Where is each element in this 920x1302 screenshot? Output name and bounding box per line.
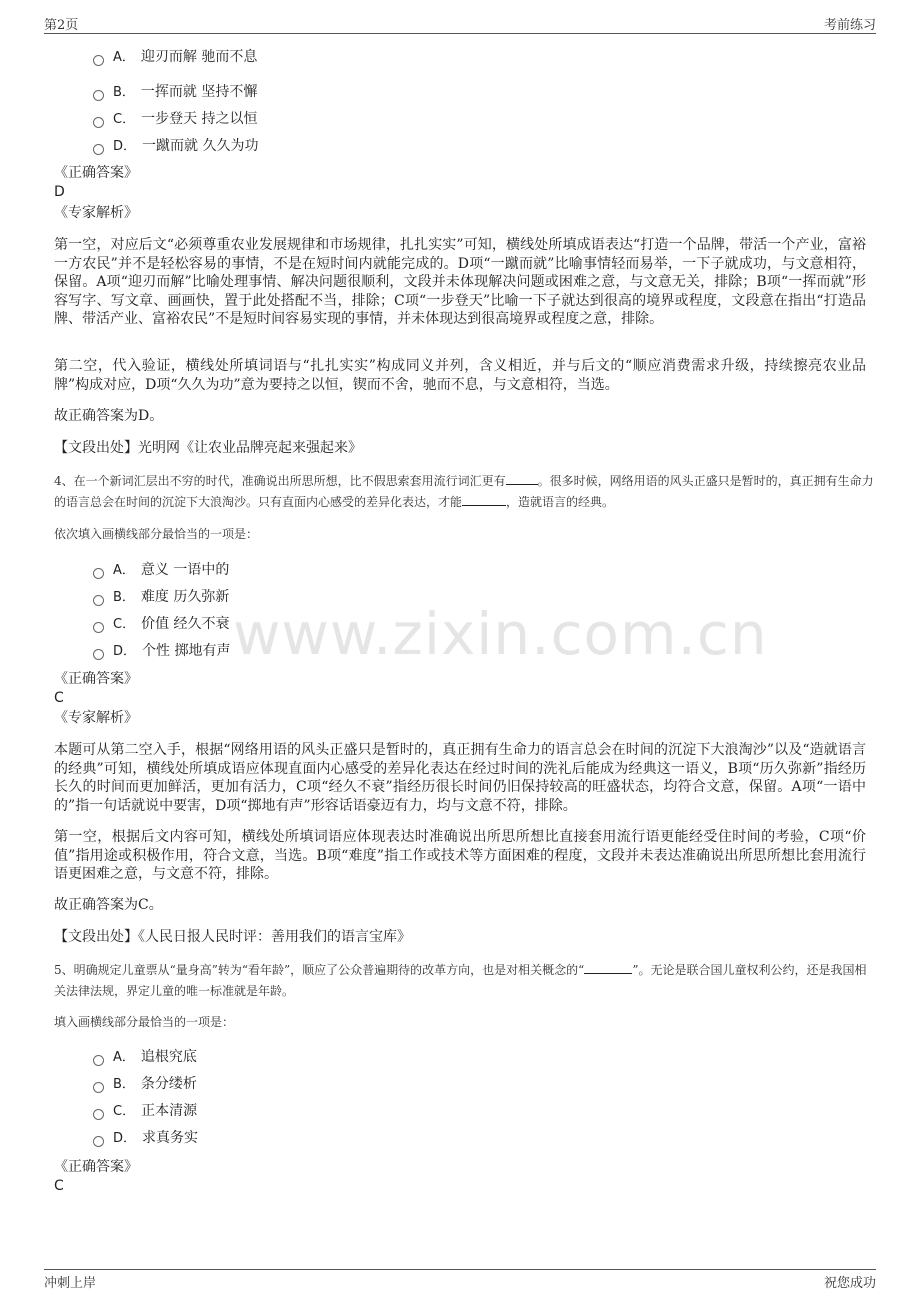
radio-icon[interactable] [93, 144, 104, 155]
q5-option-b[interactable]: B． 条分缕析 [93, 1074, 197, 1094]
radio-icon[interactable] [93, 117, 104, 128]
q4-analysis-conclusion: 故正确答案为C。 [54, 897, 163, 913]
q4-blank-2 [462, 493, 506, 506]
q3-analysis-paragraph-2: 第二空，代入验证，横线处所填词语与“扎扎实实”构成同义并列，含义相近，并与后文的“顺应消费需求升级，持续擦亮农业品牌”构成对应，D项“久久为功”意为要持之以恒，锲而不舍，驰而不息，与文意相符，当选。 [54, 358, 866, 393]
radio-icon[interactable] [93, 595, 104, 606]
radio-icon[interactable] [93, 568, 104, 579]
q3-analysis-conclusion: 故正确答案为D。 [54, 408, 164, 424]
q5-option-c[interactable]: C． 正本清源 [93, 1101, 197, 1121]
q4-stem: 4、在一个新词汇层出不穷的时代，准确说出所思所想，比不假思索套用流行词汇更有 。很多时候，网络用语的风头正盛只是暂时的，真正拥有生命力的语言总会在时间的沉淀下大浪淘沙。只有直面内心感受的差异化表达，才能 ，造就语言的经典。 [54, 474, 874, 509]
q3-option-d[interactable]: D． 一蹴而就 久久为功 [93, 136, 258, 156]
q4-analysis-label: 《专家解析》 [54, 710, 138, 726]
header-rule [44, 33, 876, 34]
page-header [44, 14, 876, 32]
radio-icon[interactable] [93, 649, 104, 660]
q4-answer-label: 《正确答案》 [54, 671, 138, 687]
q5-stem: 5、明确规定儿童票从“量身高”转为“看年龄”，顺应了公众普遍期待的改革方向，也是对相关概念的“ ”。无论是联合国儿童权利公约，还是我国相关法律法规，界定儿童的唯一标准就是年龄。 [54, 963, 867, 998]
q5-option-d[interactable]: D． 求真务实 [93, 1128, 198, 1148]
q4-option-d[interactable]: D． 个性 掷地有声 [93, 641, 230, 661]
header-section: 考前练习 [823, 18, 876, 33]
q4-option-b[interactable]: B． 难度 历久弥新 [93, 587, 229, 607]
radio-icon[interactable] [93, 90, 104, 101]
radio-icon[interactable] [93, 622, 104, 633]
q5-option-a[interactable]: A． 追根究底 [93, 1047, 197, 1067]
radio-icon[interactable] [93, 1109, 104, 1120]
radio-icon[interactable] [93, 1082, 104, 1093]
q4-source: 【文段出处】《人民日报人民时评：善用我们的语言宝库》 [54, 929, 411, 945]
q4-analysis-paragraph-1: 本题可从第二空入手，根据“网络用语的风头正盛只是暂时的，真正拥有生命力的语言总会在时间的沉淀下大浪淘沙”以及“造就语言的经典”可知，横线处所填成语应体现直面内心感受的差异化表达在经过时间的洗礼后能成为经典这一语义，B项“历久弥新”指经历长久的时间而更加鲜活，更加有活力，C项“经久不衰”指经历很长时间仍旧保持较高的旺盛状态，均符合文意，保留。A项“一语中的”指一句话就说中要害，D项“掷地有声”形容话语豪迈有力，均与文意不符，排除。 [54, 742, 866, 814]
q3-analysis-label: 《专家解析》 [54, 205, 138, 221]
watermark: www.zixin.com.cn [233, 600, 768, 668]
footer-right: 祝您成功 [823, 1276, 876, 1291]
q4-option-c[interactable]: C． 价值 经久不衰 [93, 614, 230, 634]
q5-blank [584, 961, 632, 974]
q3-option-b[interactable]: B． 一挥而就 坚持不懈 [93, 82, 257, 102]
q4-answer: C [54, 690, 64, 706]
page-number: 第2页 [44, 18, 79, 33]
radio-icon[interactable] [93, 1136, 104, 1147]
page-footer [44, 1272, 876, 1290]
q4-instruction: 依次填入画横线部分最恰当的一项是： [54, 527, 259, 541]
q3-source: 【文段出处】光明网《让农业品牌亮起来强起来》 [54, 440, 362, 456]
q5-answer: C [54, 1178, 64, 1194]
q3-answer: D [54, 184, 65, 200]
q5-instruction: 填入画横线部分最恰当的一项是： [54, 1015, 235, 1029]
q4-blank-1 [506, 472, 538, 485]
q5-answer-label: 《正确答案》 [54, 1159, 138, 1175]
q3-analysis-paragraph-1: 第一空，对应后文“必须尊重农业发展规律和市场规律，扎扎实实”可知，横线处所填成语表达“打造一个品牌，带活一个产业，富裕一方农民”并不是轻松容易的事情，不是在短时间内就能完成的。D项“一蹴而就”比喻事情轻而易举，一下子就成功，与文意相符，保留。A项“迎刃而解”比喻处理事情、解决问题很顺利，文段并未体现解决问题或困难之意，与文意无关，排除；B项“一挥而就”形容写字、写文章、画画快，置于此处搭配不当，排除；C项“一步登天”比喻一下子就达到很高的境界或程度，文段意在指出“打造品牌、带活产业、富裕农民”不是短时间容易实现的事情，并未体现达到很高境界或程度之意，排除。 [54, 237, 866, 327]
footer-rule [44, 1269, 876, 1270]
q4-analysis-paragraph-2: 第一空，根据后文内容可知，横线处所填词语应体现表达时准确说出所思所想比直接套用流行语更能经受住时间的考验，C项“价值”指用途或积极作用，符合文意，当选。B项“难度”指工作或技术等方面困难的程度，文段并未表达准确说出所思所想比套用流行语更困难之意，与文意不符，排除。 [54, 829, 866, 882]
q3-option-c[interactable]: C． 一步登天 持之以恒 [93, 109, 258, 129]
q3-answer-label: 《正确答案》 [54, 165, 138, 181]
radio-icon[interactable] [93, 55, 104, 66]
radio-icon[interactable] [93, 1055, 104, 1066]
q4-option-a[interactable]: A． 意义 一语中的 [93, 560, 229, 580]
q3-option-a[interactable]: A． 迎刃而解 驰而不息 [93, 47, 257, 67]
footer-left: 冲刺上岸 [44, 1276, 97, 1291]
